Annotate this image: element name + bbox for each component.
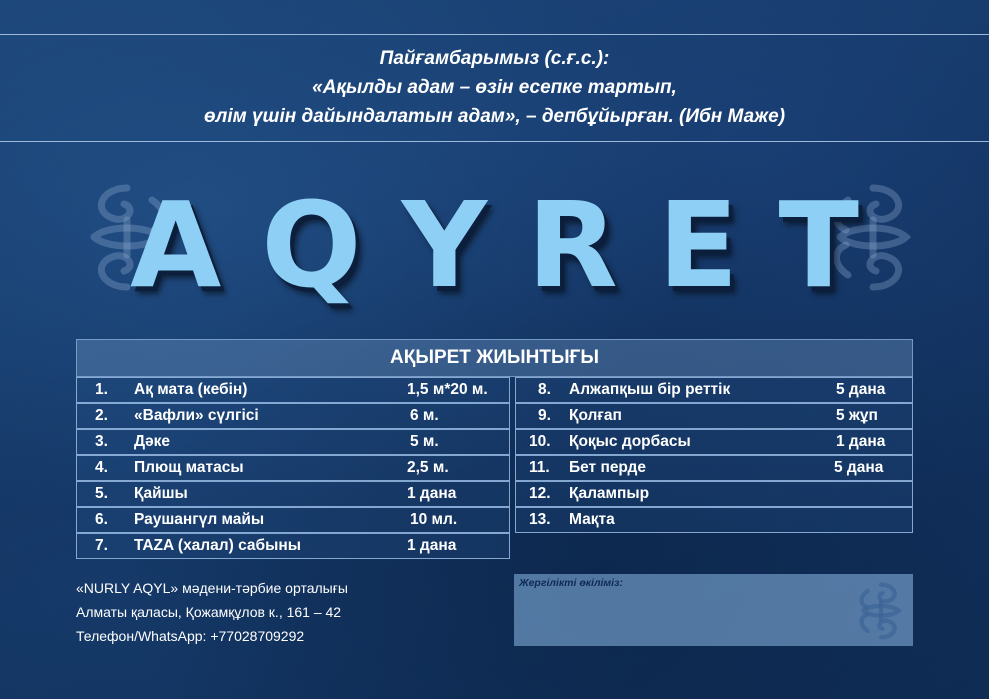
local-representative-label: Жергілікті өкіліміз: (519, 577, 623, 589)
item-name: Қалампыр (569, 485, 650, 502)
hadith-quote (0, 44, 989, 131)
table-row (515, 403, 913, 429)
table-row (76, 403, 510, 429)
item-name: Бет перде (569, 459, 646, 476)
table-row (76, 481, 510, 507)
local-representative-box (514, 574, 913, 646)
item-number: 4. (95, 459, 108, 476)
table-row (515, 481, 913, 507)
item-number: 3. (95, 433, 108, 450)
item-quantity: 5 дана (836, 381, 886, 398)
item-name: TAZA (халал) сабыны (134, 537, 301, 554)
item-number: 12. (529, 485, 551, 502)
table-row (515, 455, 913, 481)
table-row (515, 377, 913, 403)
item-quantity: 10 мл. (410, 511, 458, 528)
organization-info (76, 576, 348, 648)
item-quantity: 1 дана (836, 433, 886, 450)
table-row (515, 429, 913, 455)
item-number: 13. (529, 511, 551, 528)
table-row (76, 429, 510, 455)
top-divider (0, 34, 989, 35)
item-quantity: 1 дана (407, 537, 457, 554)
ornament-small-icon (857, 580, 905, 647)
item-quantity: 2,5 м. (407, 459, 449, 476)
item-quantity: 5 м. (410, 433, 439, 450)
item-number: 7. (95, 537, 108, 554)
item-number: 2. (95, 407, 108, 424)
table-row (76, 507, 510, 533)
table-heading: АҚЫРЕТ ЖИЫНТЫҒЫ (76, 339, 913, 377)
quote-line-1: Пайғамбарымыз (с.ғ.с.): (379, 48, 610, 69)
table-row (76, 377, 510, 403)
item-number: 8. (538, 381, 551, 398)
item-quantity: 6 м. (410, 407, 439, 424)
item-quantity: 1 дана (407, 485, 457, 502)
item-name: Қоқыс дорбасы (569, 433, 691, 450)
quote-line-3: өлім үшін дайындалатын адам», – депбұйырған. (Ибн Маже) (203, 106, 786, 127)
table-row (76, 533, 510, 559)
org-address: Алматы қаласы, Қожамқұлов к., 161 – 42 (76, 604, 342, 620)
item-name: Плющ матасы (134, 459, 244, 476)
item-name: Мақта (569, 511, 615, 528)
item-name: «Вафли» сүлгісі (134, 407, 259, 424)
item-name: Дәке (134, 433, 171, 450)
item-quantity: 5 дана (834, 459, 884, 476)
org-phone: Телефон/WhatsApp: +77028709292 (76, 628, 305, 644)
main-title: AQYRET (129, 176, 900, 314)
item-number: 9. (538, 407, 551, 424)
quote-line-2: «Ақылды адам – өзін есепке тартып, (312, 77, 677, 98)
item-number: 11. (529, 459, 550, 476)
item-name: Ақ мата (кебін) (134, 381, 248, 398)
item-name: Қолғап (569, 407, 622, 424)
item-name: Қайшы (134, 485, 188, 502)
item-number: 6. (95, 511, 108, 528)
item-name: Раушангүл майы (134, 511, 265, 528)
item-name: Алжапқыш бір реттік (569, 381, 731, 398)
table-row (76, 455, 510, 481)
item-number: 1. (95, 381, 108, 398)
table-row (515, 507, 913, 533)
org-name: «NURLY AQYL» мәдени-тәрбие орталығы (76, 580, 348, 596)
item-quantity: 1,5 м*20 м. (407, 381, 488, 398)
quote-divider (0, 141, 989, 142)
item-quantity: 5 жұп (836, 407, 878, 424)
item-number: 10. (529, 433, 551, 450)
item-number: 5. (95, 485, 108, 502)
